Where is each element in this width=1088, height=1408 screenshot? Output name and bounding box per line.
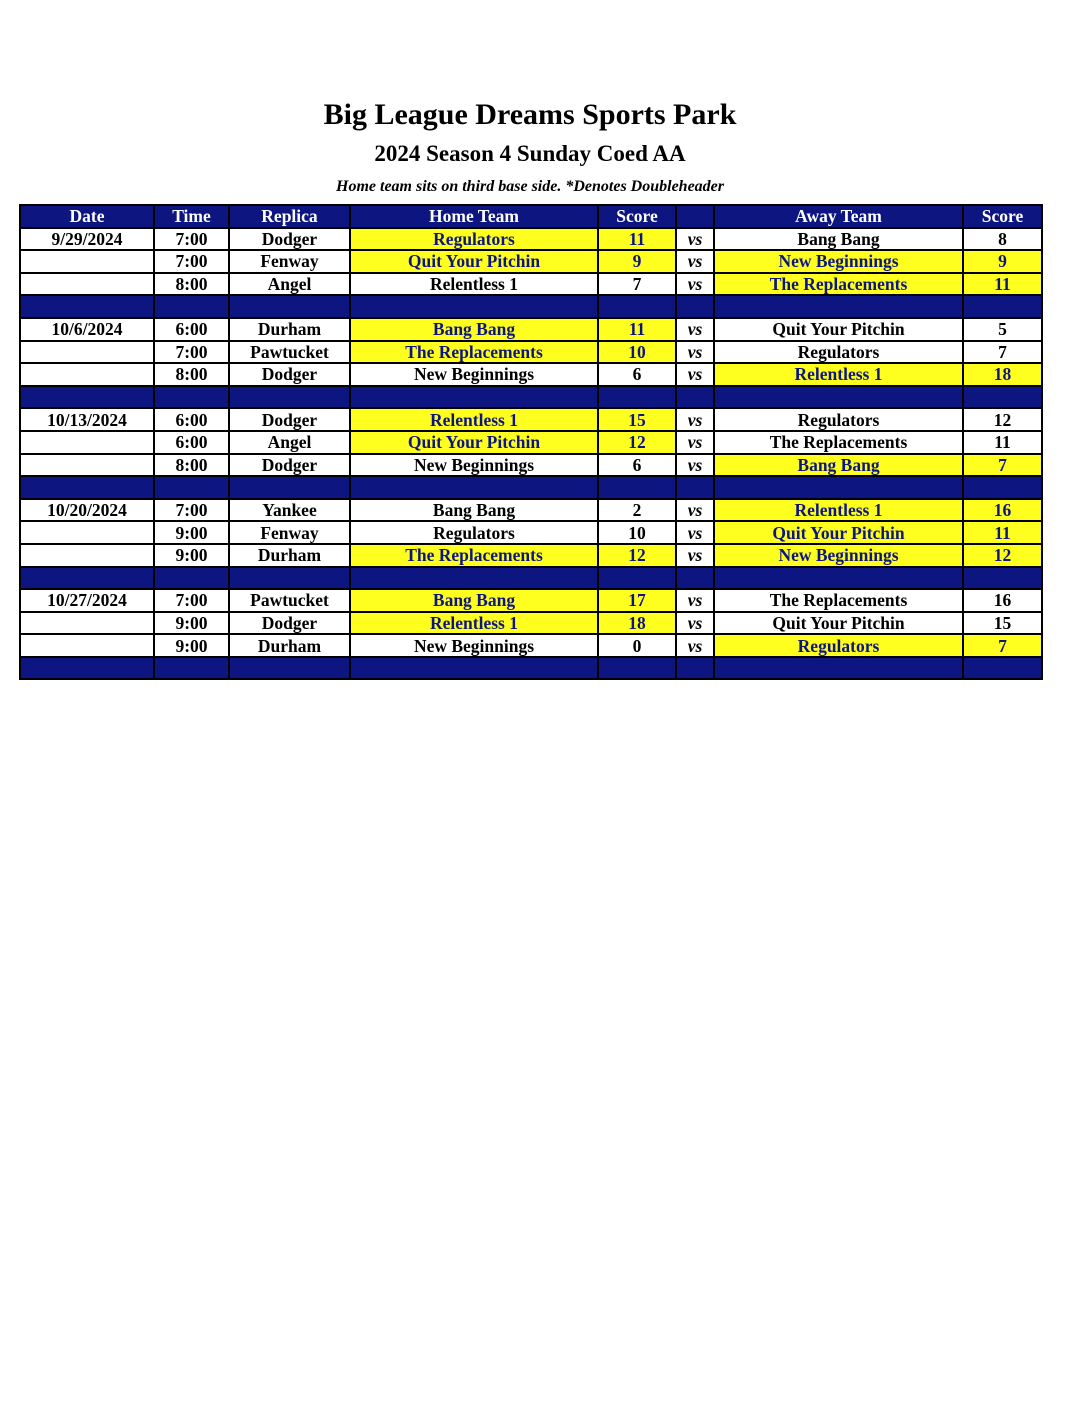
game-row	[20, 612, 1042, 635]
col-header-home-team: Home Team	[350, 205, 598, 228]
home-team: New Beginnings	[350, 634, 598, 657]
separator-cell	[154, 567, 229, 590]
away-team: The Replacements	[714, 589, 963, 612]
separator-cell	[676, 295, 714, 318]
field-name: Angel	[229, 431, 350, 454]
game-row	[20, 521, 1042, 544]
separator-cell	[350, 295, 598, 318]
home-score: 2	[598, 499, 676, 522]
home-team: Relentless 1	[350, 408, 598, 431]
game-date	[20, 431, 154, 454]
away-score: 7	[963, 634, 1042, 657]
home-team: The Replacements	[350, 544, 598, 567]
home-score: 7	[598, 273, 676, 296]
away-team: The Replacements	[714, 431, 963, 454]
game-time: 7:00	[154, 341, 229, 364]
home-score: 12	[598, 544, 676, 567]
home-team: Bang Bang	[350, 318, 598, 341]
separator-cell	[229, 567, 350, 590]
separator-cell	[598, 567, 676, 590]
separator-cell	[350, 657, 598, 680]
separator-cell	[714, 386, 963, 409]
away-score: 12	[963, 544, 1042, 567]
game-time: 8:00	[154, 363, 229, 386]
separator-cell	[229, 476, 350, 499]
vs-label: vs	[676, 250, 714, 273]
vs-label: vs	[676, 341, 714, 364]
separator-cell	[963, 295, 1042, 318]
home-score: 9	[598, 250, 676, 273]
field-name: Durham	[229, 318, 350, 341]
field-name: Dodger	[229, 228, 350, 251]
separator-cell	[963, 657, 1042, 680]
game-date	[20, 454, 154, 477]
game-time: 7:00	[154, 589, 229, 612]
field-name: Durham	[229, 544, 350, 567]
vs-label: vs	[676, 273, 714, 296]
separator-cell	[350, 386, 598, 409]
away-team: Regulators	[714, 408, 963, 431]
separator-cell	[154, 295, 229, 318]
field-name: Fenway	[229, 250, 350, 273]
game-row	[20, 318, 1042, 341]
separator-cell	[598, 476, 676, 499]
separator-cell	[676, 476, 714, 499]
separator-cell	[598, 657, 676, 680]
home-score: 10	[598, 521, 676, 544]
vs-label: vs	[676, 363, 714, 386]
home-team: New Beginnings	[350, 454, 598, 477]
game-row	[20, 341, 1042, 364]
header-row	[20, 205, 1042, 228]
week-separator	[20, 476, 1042, 499]
separator-cell	[20, 476, 154, 499]
col-header-vs	[676, 205, 714, 228]
field-name: Angel	[229, 273, 350, 296]
week-separator	[20, 295, 1042, 318]
home-score: 10	[598, 341, 676, 364]
separator-cell	[229, 295, 350, 318]
vs-label: vs	[676, 499, 714, 522]
away-team: Relentless 1	[714, 499, 963, 522]
field-name: Pawtucket	[229, 589, 350, 612]
col-header-replica: Replica	[229, 205, 350, 228]
col-header-time: Time	[154, 205, 229, 228]
week-separator	[20, 386, 1042, 409]
game-row	[20, 273, 1042, 296]
game-time: 7:00	[154, 228, 229, 251]
col-header-away-team: Away Team	[714, 205, 963, 228]
away-team: Quit Your Pitchin	[714, 318, 963, 341]
game-date	[20, 634, 154, 657]
season-subtitle: 2024 Season 4 Sunday Coed AA	[374, 141, 686, 166]
home-team: Regulators	[350, 521, 598, 544]
away-team: Bang Bang	[714, 228, 963, 251]
home-score: 11	[598, 318, 676, 341]
home-score: 17	[598, 589, 676, 612]
game-time: 9:00	[154, 634, 229, 657]
home-team: Relentless 1	[350, 612, 598, 635]
separator-cell	[676, 657, 714, 680]
schedule-note: Home team sits on third base side. *Denotes Doubleheader	[336, 178, 724, 195]
game-row	[20, 634, 1042, 657]
game-time: 7:00	[154, 499, 229, 522]
away-team: Regulators	[714, 341, 963, 364]
home-score: 18	[598, 612, 676, 635]
game-time: 7:00	[154, 250, 229, 273]
game-date	[20, 273, 154, 296]
week-separator	[20, 657, 1042, 680]
vs-label: vs	[676, 431, 714, 454]
game-row	[20, 454, 1042, 477]
separator-cell	[598, 386, 676, 409]
away-score: 5	[963, 318, 1042, 341]
game-date: 10/13/2024	[20, 408, 154, 431]
game-date	[20, 544, 154, 567]
game-row	[20, 544, 1042, 567]
separator-cell	[963, 476, 1042, 499]
game-date: 9/29/2024	[20, 228, 154, 251]
game-time: 8:00	[154, 454, 229, 477]
separator-cell	[229, 386, 350, 409]
separator-cell	[963, 567, 1042, 590]
game-time: 6:00	[154, 318, 229, 341]
game-row	[20, 499, 1042, 522]
game-date: 10/27/2024	[20, 589, 154, 612]
game-row	[20, 363, 1042, 386]
home-team: Bang Bang	[350, 589, 598, 612]
separator-cell	[598, 295, 676, 318]
separator-cell	[714, 567, 963, 590]
home-score: 6	[598, 363, 676, 386]
col-header-date: Date	[20, 205, 154, 228]
vs-label: vs	[676, 454, 714, 477]
separator-cell	[20, 295, 154, 318]
schedule-table	[19, 204, 1043, 680]
game-time: 9:00	[154, 521, 229, 544]
separator-cell	[154, 657, 229, 680]
vs-label: vs	[676, 634, 714, 657]
vs-label: vs	[676, 408, 714, 431]
game-time: 6:00	[154, 408, 229, 431]
separator-cell	[963, 386, 1042, 409]
game-date	[20, 612, 154, 635]
game-time: 9:00	[154, 544, 229, 567]
vs-label: vs	[676, 318, 714, 341]
game-date: 10/6/2024	[20, 318, 154, 341]
field-name: Dodger	[229, 612, 350, 635]
away-team: New Beginnings	[714, 250, 963, 273]
page-title: Big League Dreams Sports Park	[323, 98, 737, 131]
game-row	[20, 408, 1042, 431]
game-date	[20, 521, 154, 544]
away-team: Quit Your Pitchin	[714, 612, 963, 635]
week-separator	[20, 567, 1042, 590]
home-team: New Beginnings	[350, 363, 598, 386]
game-row	[20, 250, 1042, 273]
schedule-body	[20, 228, 1042, 680]
home-team: Relentless 1	[350, 273, 598, 296]
game-row	[20, 228, 1042, 251]
home-score: 0	[598, 634, 676, 657]
away-score: 12	[963, 408, 1042, 431]
vs-label: vs	[676, 612, 714, 635]
separator-cell	[676, 386, 714, 409]
game-time: 8:00	[154, 273, 229, 296]
separator-cell	[229, 657, 350, 680]
away-score: 16	[963, 589, 1042, 612]
away-score: 8	[963, 228, 1042, 251]
game-date	[20, 250, 154, 273]
away-team: Quit Your Pitchin	[714, 521, 963, 544]
field-name: Durham	[229, 634, 350, 657]
field-name: Dodger	[229, 454, 350, 477]
col-header-away-score: Score	[963, 205, 1042, 228]
away-score: 9	[963, 250, 1042, 273]
game-date: 10/20/2024	[20, 499, 154, 522]
home-score: 15	[598, 408, 676, 431]
game-date	[20, 341, 154, 364]
away-score: 7	[963, 341, 1042, 364]
field-name: Dodger	[229, 408, 350, 431]
separator-cell	[350, 476, 598, 499]
away-score: 11	[963, 273, 1042, 296]
field-name: Pawtucket	[229, 341, 350, 364]
home-team: Regulators	[350, 228, 598, 251]
separator-cell	[20, 567, 154, 590]
vs-label: vs	[676, 228, 714, 251]
away-team: Relentless 1	[714, 363, 963, 386]
separator-cell	[714, 657, 963, 680]
home-team: The Replacements	[350, 341, 598, 364]
game-row	[20, 589, 1042, 612]
separator-cell	[20, 386, 154, 409]
home-team: Quit Your Pitchin	[350, 250, 598, 273]
field-name: Yankee	[229, 499, 350, 522]
separator-cell	[714, 476, 963, 499]
game-row	[20, 431, 1042, 454]
away-score: 11	[963, 431, 1042, 454]
field-name: Fenway	[229, 521, 350, 544]
away-score: 11	[963, 521, 1042, 544]
separator-cell	[154, 386, 229, 409]
home-team: Quit Your Pitchin	[350, 431, 598, 454]
home-score: 12	[598, 431, 676, 454]
game-date	[20, 363, 154, 386]
game-time: 9:00	[154, 612, 229, 635]
home-score: 11	[598, 228, 676, 251]
separator-cell	[20, 657, 154, 680]
away-team: The Replacements	[714, 273, 963, 296]
away-team: Regulators	[714, 634, 963, 657]
vs-label: vs	[676, 589, 714, 612]
away-score: 7	[963, 454, 1042, 477]
separator-cell	[676, 567, 714, 590]
separator-cell	[714, 295, 963, 318]
away-team: New Beginnings	[714, 544, 963, 567]
col-header-home-score: Score	[598, 205, 676, 228]
separator-cell	[350, 567, 598, 590]
away-score: 18	[963, 363, 1042, 386]
away-score: 15	[963, 612, 1042, 635]
away-team: Bang Bang	[714, 454, 963, 477]
separator-cell	[154, 476, 229, 499]
home-score: 6	[598, 454, 676, 477]
away-score: 16	[963, 499, 1042, 522]
home-team: Bang Bang	[350, 499, 598, 522]
field-name: Dodger	[229, 363, 350, 386]
vs-label: vs	[676, 544, 714, 567]
vs-label: vs	[676, 521, 714, 544]
game-time: 6:00	[154, 431, 229, 454]
